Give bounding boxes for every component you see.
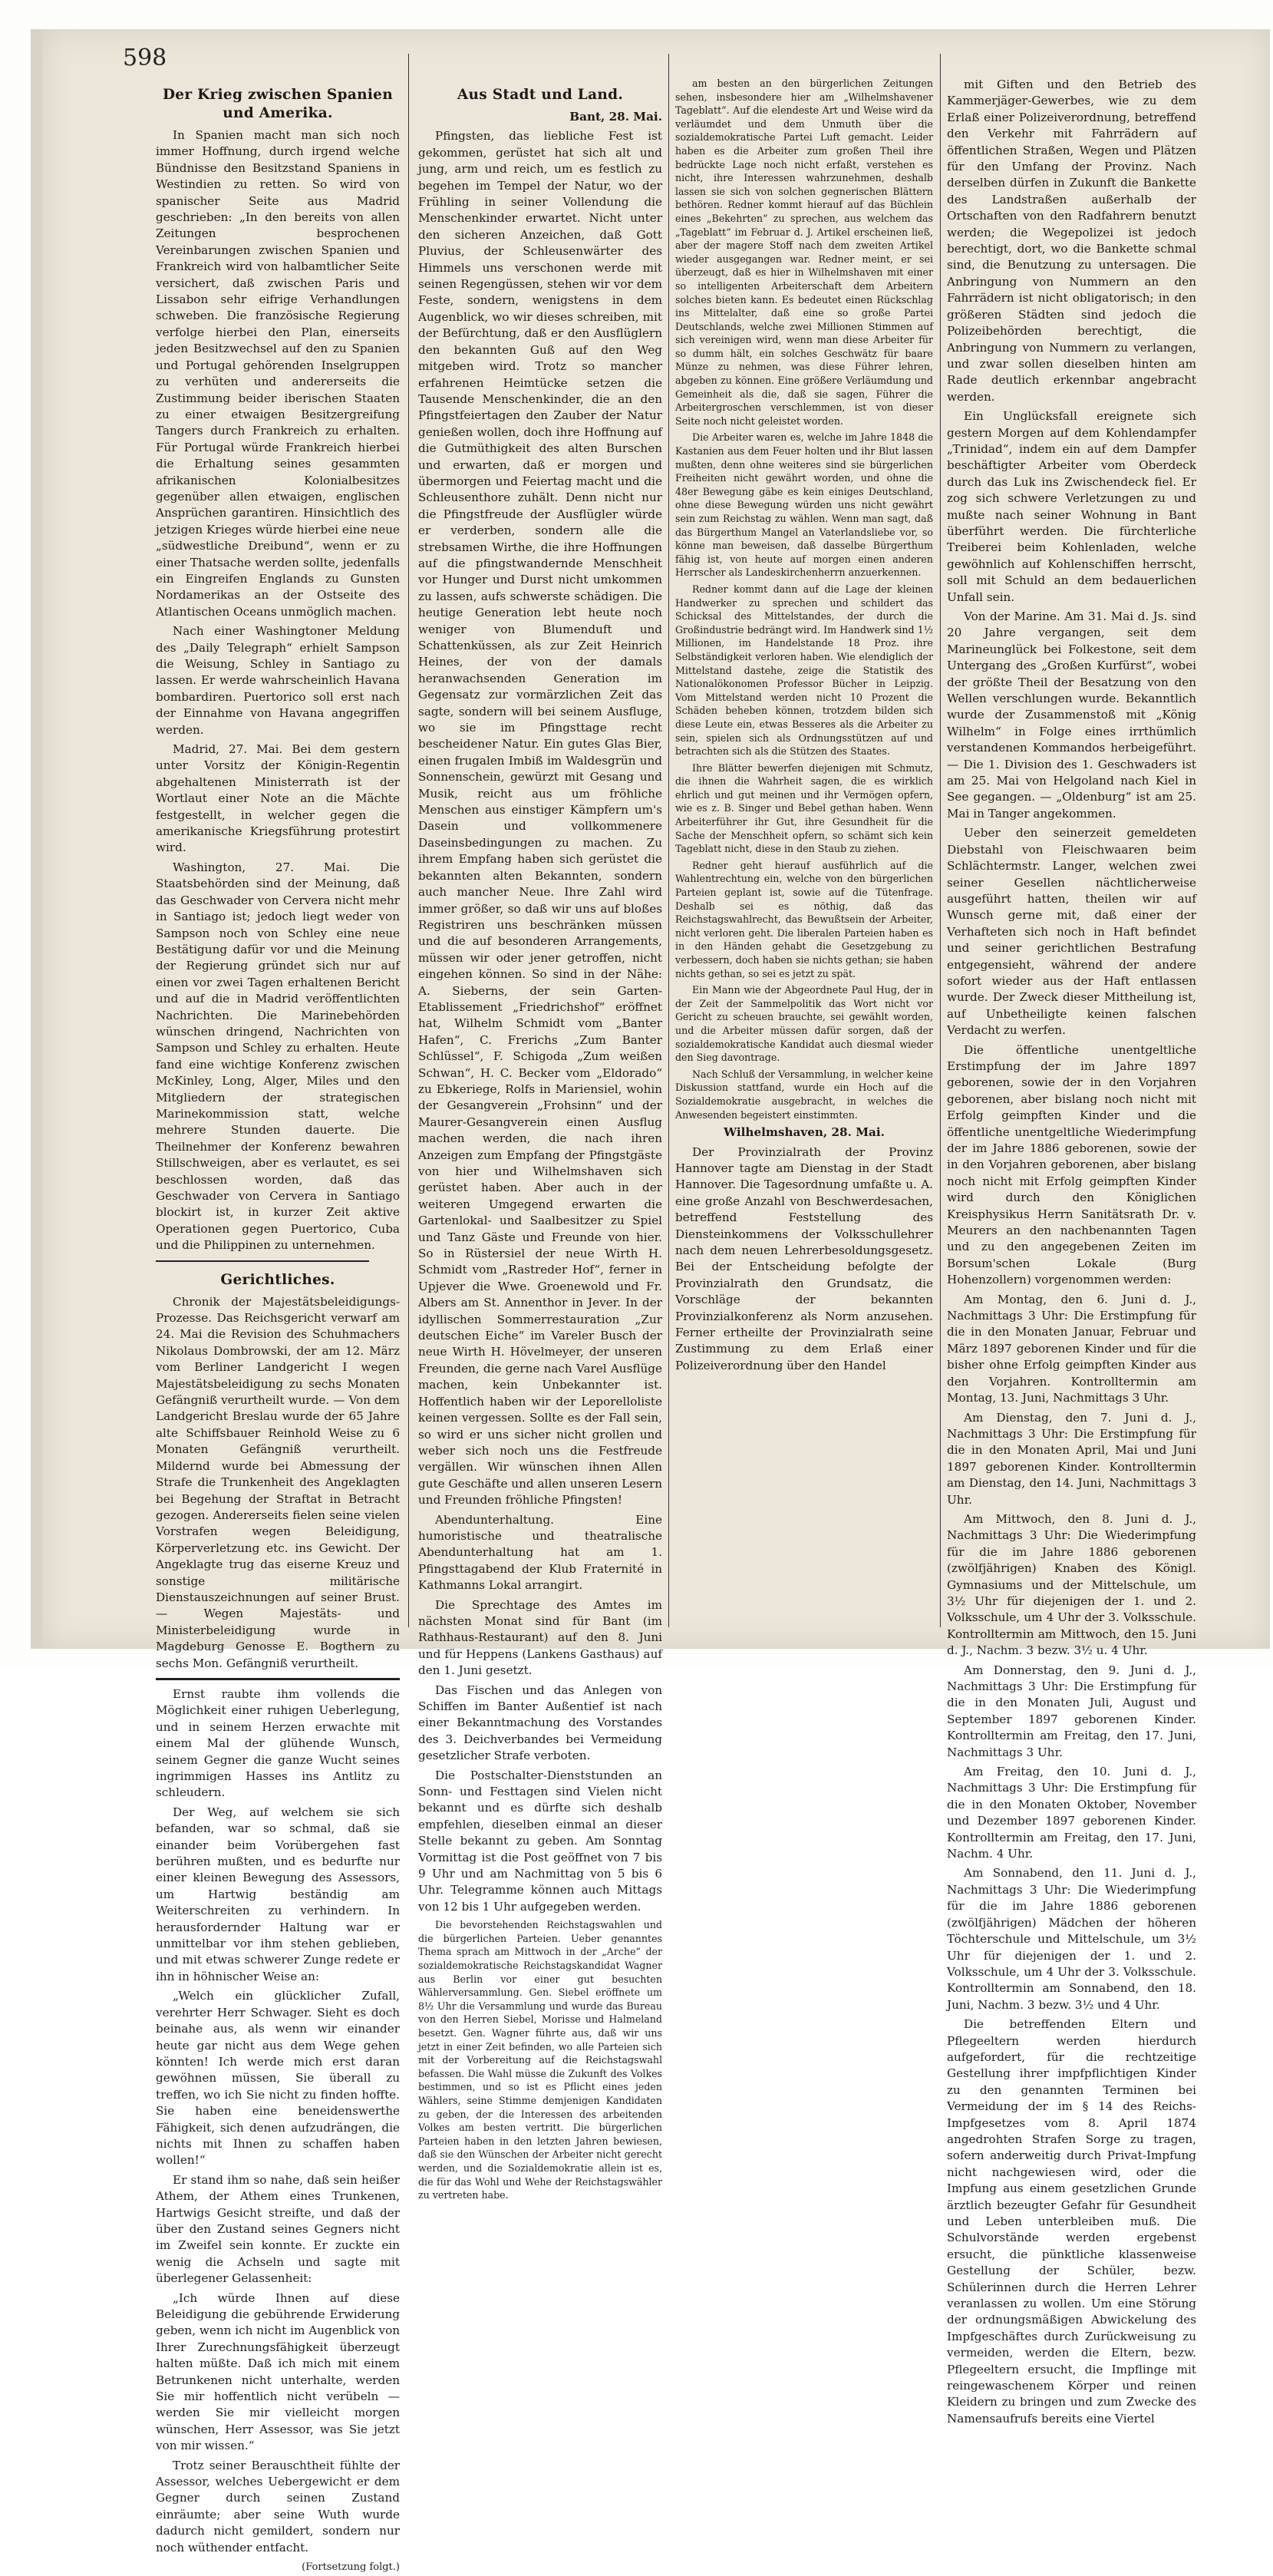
paragraph: Die öffentliche unentgeltliche Erstimpfung der im Jahre 1897 geborenen, sowie der in den Vorjahren geborenen, aber bislang noch nicht mit Erfolg geimpften Kinder und die öffentliche unentgeltliche Wiederimpfung der im Jahre 1886 geborenen, sowie der in den Vorjahren geborenen, aber bislang noch nicht mit Erfolg geimpften Kinder wird durch den Königlichen Kreisphysikus Herrn Sanitätsrath Dr. v. Meurers an den nachbenannten Tagen und zu den angegebenen Zeiten im Borsum'schen Lokale (Burg Hohenzollern) vorgenommen werden:: [947, 1042, 1196, 1287]
article-title-war: Der Krieg zwischen Spanien und Amerika.: [162, 87, 394, 121]
column-rule: [668, 54, 669, 1627]
paragraph: Am Sonnabend, den 11. Juni d. J., Nachmittags 3 Uhr: Die Wiederimpfung für die im Jahre 1886 geborenen (zwölfjährigen) Mädchen der höheren Töchterschule und Mittelschule, um 3½ Uhr für diejenigen der 1. und 2. Volksschule, um 4 Uhr der 3. Volksschule. Kontrolltermin am Sonnabend, den 18. Juni, Nachm. 3 bezw. 3½ und 4 Uhr.: [947, 1866, 1196, 2012]
dateline: Wilhelmshaven, 28. Mai.: [724, 1125, 885, 1140]
paragraph: Von der Marine. Am 31. Mai d. Js. sind 20 Jahre vergangen, seit dem Marineunglück bei Folkestone, seit dem Untergang des „Großen Kurfürst“, wobei der größte Theil der Besatzung von den Wellen verschlungen wurde. Bekanntlich wurde der Zusammenstoß mit „König Wilhelm“ in Folge eines irrthümlich verstandenen Kommandos herbeigeführt. — Die 1. Division des 1. Geschwaders ist am 25. Mai von Helgoland nach Kiel in See gegangen. — „Oldenburg“ ist am 25. Mai in Tanger angekommen.: [947, 609, 1196, 821]
paragraph: Redner geht hierauf ausführlich auf die Wahlentrechtung ein, welche von den bürgerlichen Parteien geplant ist, sowie auf die Tütenfrage. Deshalb sei es nöthig, daß das Reichstagswahlrecht, das Bewußtsein der Arbeiter, nicht verloren geht. Die liberalen Parteien haben es in den Händen gehabt die Gesetzgebung zu verbessern, doch haben sie nichts gethan; sie haben nichts gethan, so sei es jetzt zu spät.: [675, 859, 933, 979]
paragraph: Nach Schluß der Versammlung, in welcher keine Diskussion stattfand, wurde ein Hoch auf die Sozialdemokratie ausgebracht, in welches die Anwesenden begeistert einstimmten.: [675, 1068, 933, 1121]
novel-paragraph: Ernst raubte ihm vollends die Möglichkeit einer ruhigen Ueberlegung, und in seinem Herzen erwachte mit einem Mal der glühende Wunsch, seinem Gegner die ganze Wucht seines ingrimmigen Hasses ins Antlitz zu schleudern.: [156, 1686, 400, 1800]
paragraph: Am Mittwoch, den 8. Juni d. J., Nachmittags 3 Uhr: Die Wiederimpfung für die im Jahre 1886 geborenen (zwölfjährigen) Knaben des Königl. Gymnasiums und der Mittelschule, um 3½ Uhr für diejenigen der 1. und 2. Volksschule, um 4 Uhr der 3. Volksschule. Kontrolltermin am Mittwoch, den 15. Juni d. J., Nachm. 3 bezw. 3½ u. 4 Uhr.: [947, 1511, 1196, 1658]
paragraph: Pfingsten, das liebliche Fest ist gekommen, gerüstet hat sich alt und jung, arm und reich, um es festlich zu begehen im Tempel der Natur, wo der Frühling in seiner Vollendung die Menschenkinder erwartet. Nicht unter den sicheren Anzeichen, daß Gott Pluvius, der Schleusenwärter des Himmels uns verschonen werde mit seinen Regengüssen, stehen wir vor dem Feste, sondern, wenigstens in dem Augenblick, wo wir dieses schreiben, mit der Befürchtung, daß er den Ausflüglern den bekannten Guß auf den Weg mitgeben wird. Trotz so mancher erfahrenen Heimtücke setzen die Tausende Menschenkinder, die an den Pfingstfeiertagen den Zauber der Natur genießen wollen, doch ihre Hoffnung auf die Gutmüthigkeit des alten Burschen und erwarten, daß er morgen und übermorgen und Feiertag macht und die Schleusenthore zuhält. Denn nicht nur die Pfingstfreude der Ausflügler würde er verderben, sondern alle die strebsamen Wirthe, die ihre Hoffnungen auf die pfingstwandernde Menschheit vor Hunger und Durst nicht umkommen zu lassen, aufs schwerste schädigen. Die heutige Generation lebt heute noch weniger von Blumenduft und Schattenküssen, als zur Zeit Heinrich Heines, der von der damals heranwachsenden Generation im Gegensatz zur vormärzlichen Zeit das sagte, sondern will bei seinem Ausfluge, wo sie im Pfingsttage recht bescheidener Natur. Ein gutes Glas Bier, einen frugalen Imbiß im Waldesgrün und Sonnenschein, gewürzt mit Gesang und Musik, reicht aus um fröhliche Menschen aus einstiger Kämpfern um's Dasein und vollkommenere Daseinsbedingungen zu machen. Zu ihrem Empfang haben sich gerüstet die bekannten alten Bekannten, sondern auch mancher Neue. Ihre Zahl wird immer größer, so daß wir uns auf bloßes Registriren uns beschränken müssen und die auf besonderen Arrangements, müssen wir oder jener getroffen, nicht eingehen können. So sind in der Nähe: A. Sieberns, der sein Garten-Etablissement „Friedrichshof“ eröffnet hat, Wilhelm Schmidt vom „Banter Hafen“, C. Frerichs „Zum Banter Schlüssel“, F. Schigoda „Zum weißen Schwan“, H. C. Becker vom „Eldorado“ zu Ebkeriege, Rolfs in Mariensiel, wohin der Gesangverein „Frohsinn“ und der Maurer-Gesangverein einen Ausflug machen werden, die nach ihren Anzeigen zum Empfang der Pfingstgäste von hier und Wilhelmshaven sich gerüstet haben. Aber auch in der weiteren Umgegend erwarten die Gartenlokal- und Saalbesitzer zu Spiel und Tanz Gäste und Freunde von hier. So in Rüstersiel der neue Wirth H. Schmidt vom „Rastreder Hof“, ferner in Upjever die Wwe. Groenewold und Fr. Albers am St. Annenthor in Jever. In der idyllischen Sommerrestauration „Zur deutschen Eiche“ im Vareler Busch der neue Wirth H. Hövelmeyer, der unseren Freunden, die gerne nach Varel Ausflüge machen, kein Unbekannter ist. Hoffentlich haben wir der Leporelloliste keinen vergessen. Sollte es der Fall sein, so wird er uns sicher nicht grollen und weber sich noch uns die Festfreude vergällen. Wir wünschen ihnen Allen gute Geschäfte und allen unseren Lesern und Freunden fröhliche Pfingsten!: [418, 129, 662, 1508]
novel-paragraph: „Ich würde Ihnen auf diese Beleidigung die gebührende Erwiderung geben, wenn ich nicht im Augenblick von Ihrer Zurechnungsfähigkeit überzeugt halten müßte. Daß ich mich mit einem Betrunkenen nicht unterhalte, werden Sie mir hoffentlich nicht verübeln — werden Sie mir vielleicht morgen wünschen, Herr Assessor, was Sie jetzt von mir wissen.“: [156, 2290, 400, 2453]
paragraph: Redner kommt dann auf die Lage der kleinen Handwerker zu sprechen und schildert das Schicksal des Mittelstandes, der durch die Großindustrie bedrängt wird. Im Handwerk sind 1½ Millionen, im Handelstande 18 Proz. ihre Selbständigkeit verloren haben. Wie elendiglich der Mittelstand dastehe, zeige die Statistik des Nationalökonomen Professor Bücher in Leipzig. Vom Mittelstand werden nicht 10 Prozent die Schäden beheben können, trotzdem bilden sich diese Leute ein, etwas Besseres als die Arbeiter zu sein, spielen sich als Ordnungsstützen auf und betrachten sich als die Stützen des Staates.: [675, 583, 933, 758]
column-3: [675, 77, 933, 1643]
paragraph: Die Postschalter-Dienststunden an Sonn- und Festtagen sind Vielen nicht bekannt und es dürfte sich deshalb empfehlen, dieselben einmal an dieser Stelle bekannt zu geben. Am Sonntag Vormittag ist die Post geöffnet von 7 bis 9 Uhr und am Nachmittag von 5 bis 6 Uhr. Telegramme können auch Mittags von 12 bis 1 Uhr aufgegeben werden.: [418, 1768, 662, 1914]
paragraph: Ein Unglücksfall ereignete sich gestern Morgen auf dem Kohlendampfer „Trinidad“, indem ein auf dem Dampfer beschäftigter Arbeiter vom Oberdeck durch das Luk ins Zwischendeck fiel. Er zog sich schwere Verletzungen zu und mußte nach seiner Wohnung in Bant überführt werden. Die fürchterliche Treiberei beim Kohlenladen, welche gewöhnlich auf Kohlenschiffen herrscht, soll mit Schuld an dem bedauerlichen Unfall sein.: [947, 409, 1196, 604]
paragraph: mit Giften und den Betrieb des Kammerjäger-Gewerbes, wie zu dem Erlaß einer Polizeiverordnung, betreffend den Verkehr mit Fahrrädern auf öffentlichen Straßen, Wegen und Plätzen für den Umfang der Provinz. Nach derselben dürfen in Zukunft die Bankette des Landstraßen außerhalb der Ortschaften von den Radfahrern benutzt werden; die Wegepolizei ist jedoch berechtigt, dort, wo die Bankette schmal sind, die Benutzung zu untersagen. Die Anbringung von Nummern an den Fahrrädern ist nicht obligatorisch; in den größeren Städten sind jedoch die Polizeibehörden berechtigt, die Anbringung von Nummern zu verlangen, und zwar sollen dieselben hinten am Rade deutlich erkennbar angebracht werden.: [947, 78, 1196, 404]
novel-paragraph: „Welch ein glücklicher Zufall, verehrter Herr Schwager. Sieht es doch beinahe aus, als wenn wir einander heute gar nicht aus dem Wege gehen könnten! Ich werde mich erst daran gewöhnen müssen, Sie überall zu treffen, wo ich Sie nicht zu finden hoffte. Sie haben eine beneidenswerthe Fähigkeit, sich denen aufzudrängen, die nichts mit Ihnen zu schaffen haben wollen!“: [156, 1989, 400, 2168]
paragraph: Ueber den seinerzeit gemeldeten Diebstahl von Fleischwaaren beim Schlächtermstr. Langer, welchen zwei seiner Gesellen nächtlicherweise ausgeführt hatten, theilen wir auf Wunsch gerne mit, daß einer der Verhafteten sich noch in Haft befindet und seiner gerichtlichen Bestrafung entgegensieht, während der andere sofort wieder aus der Haft entlassen wurde. Der Zweck dieser Mittheilung ist, auf Unbetheiligte keinen falschen Verdacht zu werfen.: [947, 826, 1196, 1038]
dateline: Bant, 28. Mai.: [569, 110, 662, 124]
paragraph: Abendunterhaltung. Eine humoristische und theatralische Abendunterhaltung hat am 1. Pfingsttagabend der Klub Fraternité in Kathmanns Lokal arrangirt.: [418, 1512, 662, 1593]
paragraph: Das Fischen und das Anlegen von Schiffen im Banter Außentief ist nach einer Bekanntmachung des Vorstandes des 3. Deichverbandes bei Vermeidung gesetzlicher Strafe verboten.: [418, 1683, 662, 1763]
section-title-local: Aus Stadt und Land.: [457, 87, 624, 103]
column-2: [418, 77, 662, 2201]
page-number: 598: [123, 45, 167, 71]
paragraph: Am Donnerstag, den 9. Juni d. J., Nachmittags 3 Uhr: Die Erstimpfung für die in den Monaten Juli, August und September 1897 geborenen Kinder. Kontrolltermin am Freitag, den 17. Juni, Nachmittags 3 Uhr.: [947, 1663, 1196, 1759]
column-rule: [408, 54, 409, 1627]
divider: [156, 1260, 369, 1262]
novel-paragraph: Trotz seiner Berauschtheit fühlte der Assessor, welches Uebergewicht er dem Gegner durch seinen Zustand einräumte; aber seine Wuth wurde dadurch nicht gemildert, sondern nur noch wüthender entfacht.: [156, 2458, 400, 2555]
novel-paragraph: Der Weg, auf welchem sie sich befanden, war so schmal, daß sie einander beim Vorübergehen fast berühren mußten, und es bedurfte nur einer kleinen Bewegung des Assessors, um Hartwig beständig am Weiterschreiten zu verhindern. In herausfordernder Haltung war er unmittelbar vor ihm stehen geblieben, und mit etwas schwerer Zunge redete er ihn in höhnischer Weise an:: [156, 1805, 400, 1983]
paragraph: Die betreffenden Eltern und Pflegeeltern werden hierdurch aufgefordert, für die rechtzeitige Gestellung ihrer impfpflichtigen Kinder zu den genannten Terminen bei Vermeidung der im § 14 des Reichs-Impfgesetzes vom 8. April 1874 angedrohten Strafen Sorge zu tragen, sofern anderweitig durch Privat-Impfung nicht nachgewiesen wird, oder die Impfung aus einem gesetzlichen Grunde ärztlich bezeugter Gefahr für Gesundheit und Leben unterbleiben muß. Die Schulvorstände werden ergebenst ersucht, die pünktliche klassenweise Gestellung der Schüler, bezw. Schülerinnen durch die Herren Lehrer veranlassen zu wollen. Um eine Störung der ordnungsmäßigen Abwickelung des Impfgeschäftes durch Zurückweisung zu vermeiden, werden die Eltern, bezw. Pflegeeltern ersucht, die Impflinge mit reingewaschenem Körper und reinen Kleidern zu bringen und zum Zwecke des Namensaufrufs bereits eine Viertel: [947, 2017, 1196, 2426]
paragraph: Madrid, 27. Mai. Bei dem gestern unter Vorsitz der Königin-Regentin abgehaltenen Ministerrath ist der Wortlaut einer Note an die Mächte festgestellt, in welcher gegen die amerikanische Kriegsführung protestirt wird.: [156, 742, 400, 855]
paragraph: Die Arbeiter waren es, welche im Jahre 1848 die Kastanien aus dem Feuer holten und ihr Blut lassen mußten, denn ohne weiteres sind sie bürgerlichen Freiheiten nicht gewährt worden, und ohne die 48er Bewegung gäbe es kein einiges Deutschland, ohne diese Bewegung würden uns nicht gewährt sein zum Reichstag zu wählen. Wenn man sagt, daß das Bürgerthum Mangel an Vaterlandsliebe vor, so könne man beweisen, daß dasselbe Bürgerthum fähig ist, von heute auf morgen einen anderen Herrscher als Landeskirchenherrn anzuerkennen.: [675, 431, 933, 579]
paragraph: In Spanien macht man sich noch immer Hoffnung, durch irgend welche Bündnisse den Besitzstand Spaniens in Westindien zu retten. So wird von spanischer Seite aus Madrid geschrieben: „In den bereits von allen Zeitungen besprochenen Vereinbarungen zwischen Spanien und Frankreich wird von halbamtlicher Seite versichert, daß zwischen Paris und Lissabon sehr eifrige Verhandlungen schweben. Die französische Regierung verfolge hierbei den Plan, einerseits jeden Besitzwechsel auf den zu Spanien und Portugal gehörenden Inselgruppen zu verhüten und andererseits die Zustimmung beider iberischen Staaten zu einer etwaigen Besitzergreifung Tangers durch Frankreich zu erhalten. Für Portugal würde Frankreich hierbei die Erhaltung seines gesammten afrikanischen Kolonialbesitzes gegenüber allen etwaigen, englischen Ansprüchen garantiren. Hinsichtlich des jetzigen Krieges würde hierbei eine neue „südwestliche Dreibund“, wenn er zu einer Thatsache werden sollte, jedenfalls ein Eingreifen Englands zu Gunsten Nordamerikas an der Ostseite des Atlantischen Oceans unmöglich machen.: [156, 128, 400, 619]
continuation-note: (Fortsetzung folgt.): [302, 2561, 400, 2574]
paragraph: Nach einer Washingtoner Meldung des „Daily Telegraph“ erhielt Sampson die Weisung, Schley in Santiago zu lassen. Er werde wahrscheinlich Havana bombardiren. Puertorico soll erst nach der Einnahme von Havana angegriffen werden.: [156, 624, 400, 737]
paragraph: Am Montag, den 6. Juni d. J., Nachmittags 3 Uhr: Die Erstimpfung für die in den Monaten Januar, Februar und März 1897 geborenen Kinder und für die bisher ohne Erfolg geimpften Kinder aus den Vorjahren. Kontrolltermin am Montag, 13. Juni, Nachmittags 3 Uhr.: [947, 1292, 1196, 1405]
column-rule: [940, 54, 941, 1627]
paragraph: Am Dienstag, den 7. Juni d. J., Nachmittags 3 Uhr: Die Erstimpfung für die in den Monaten April, Mai und Juni 1897 geborenen Kinder. Kontrolltermin am Dienstag, den 14. Juni, Nachmittags 3 Uhr.: [947, 1410, 1196, 1507]
paragraph: Am Freitag, den 10. Juni d. J., Nachmittags 3 Uhr: Die Erstimpfung für die in den Monaten Oktober, November und Dezember 1897 geborenen Kinder. Kontrolltermin am Freitag, den 17. Juni, Nachm. 4 Uhr.: [947, 1765, 1196, 1861]
feuilleton-divider: [156, 1678, 400, 1680]
paragraph: Die Sprechtage des Amtes im nächsten Monat sind für Bant (im Rathhaus-Restaurant) auf den 8. Juni und für Heppens (Lankens Gasthaus) auf den 1. Juni gesetzt.: [418, 1597, 662, 1678]
paragraph: Washington, 27. Mai. Die Staatsbehörden sind der Meinung, daß das Geschwader von Cervera nicht mehr in Santiago ist; jedoch liegt weder von Sampson noch von Schley eine neue Bestätigung dafür vor und die Meinung der Regierung gründet sich nur auf einen vor zwei Tagen erhaltenen Bericht und auf die in Madrid veröffentlichten Nachrichten. Die Marinebehörden wünschen dringend, Nachrichten von Sampson und Schley zu erhalten. Heute fand eine wichtige Konferenz zwischen McKinley, Long, Alger, Miles und den Mitgliedern der strategischen Marinekommission statt, welche mehrere Stunden dauerte. Die Theilnehmer der Konferenz bewahren Stillschweigen, aber es verlautet, es sei beschlossen worden, daß das Geschwader von Cervera in Santiago blockirt ist, in kurzer Zeit aktive Operationen gegen Puertorico, Cuba und die Philippinen zu unternehmen.: [156, 860, 400, 1253]
column-1: [156, 77, 400, 2574]
paragraph: Der Provinzialrath der Provinz Hannover tagte am Dienstag in der Stadt Hannover. Die Tagesordnung umfaßte u. A. eine große Anzahl von Beschwerdesachen, betreffend Feststellung des Diensteinkommens der Volksschullehrer nach dem neuen Lehrerbesoldungsgesetz. Bei der Entscheidung befolgte der Provinzialrath den Grundsatz, die Vorschläge der bekannten Provinzialkonferenz als Norm anzusehen. Ferner ertheilte der Provinzialrath seine Zustimmung zu dem Erlaß einer Polizeiverordnung über den Handel: [675, 1144, 933, 1372]
paragraph: am besten an den bürgerlichen Zeitungen sehen, insbesondere hier am „Wilhelmshavener Tageblatt“. Auf die elendeste Art und Weise wird da verläumdet und dem Unmuth über die sozialdemokratische Partei Luft gemacht. Leider haben es die Arbeiter zum großen Theil ihre bedrückte Lage noch nicht erfaßt, verstehen es nicht, ihre Interessen wahrzunehmen, deshalb lassen sie sich von solchen gegnerischen Blättern bethören. Redner kommt hierauf auf das Büchlein eines „Bekehrten“ zu sprechen, aus welchem das „Tageblatt“ im Februar d. J. Artikel erscheinen ließ, aber der magere Stoff nach dem zweiten Artikel wieder ausgegangen war. Redner meint, er sei überzeugt, daß es hier in Wilhelmshaven mit einer so intelligenten Arbeiterschaft dem Arbeitern solches bieten kann. Es bedeutet einen Rückschlag ins Mittelalter, daß eine so große Partei Deutschlands, welche zwei Millionen Stimmen auf sich vereinigen wird, wenn man diese Arbeiter für so dumm hält, ein solches Geschwätz für baare Münze zu nehmen, was diese Führer lehren, abgeben zu können. Eine größere Verläumdung und Gemeinheit als die, daß sie sagen, Führer die Arbeitergroschen verschlemmen, ist von dieser Seite noch nicht geleistet worden.: [675, 78, 933, 427]
paragraph: Die bevorstehenden Reichstagswahlen und die bürgerlichen Parteien. Ueber genanntes Thema sprach am Mittwoch in der „Arche“ der sozialdemokratische Reichstagskandidat Wagner aus Berlin vor einer gut besuchten Wählerversammlung. Gen. Siebel eröffnete um 8½ Uhr die Versammlung und wurde das Bureau von den Herren Siebel, Morisse und Halmeland besetzt. Gen. Wagner führte aus, daß wir uns jetzt in einer Zeit befinden, wo alle Parteien sich mit der Vorbereitung auf die Reichstagswahl befassen. Die Wahl müsse die Zukunft des Volkes bestimmen, und so ist es Pflicht eines jeden Wählers, seine Stimme demjenigen Kandidaten zu geben, der die Interessen des arbeitenden Volkes am besten vertritt. Die bürgerlichen Parteien haben in den letzten Jahren bewiesen, daß sie den Wünschen der Arbeiter nicht gerecht werden, und die Sozialdemokratie allein ist es, die für das Wohl und Wehe der Reichstagswähler zu vertreten habe.: [418, 1919, 662, 2201]
novel-paragraph: Er stand ihm so nahe, daß sein heißer Athem, der Athem eines Trunkenen, Hartwigs Gesicht streifte, und daß der über den Zustand seines Gegners nicht im Zweifel sein konnte. Er zuckte ein wenig die Achseln und sagte mit überlegener Gelassenheit:: [156, 2172, 400, 2286]
section-title-court: Gerichtliches.: [220, 1271, 335, 1288]
paragraph: Chronik der Majestätsbeleidigungs-Prozesse. Das Reichsgericht verwarf am 24. Mai die Revision des Schuhmachers Nikolaus Dombrowski, der am 12. März vom Berliner Landgericht I wegen Majestätsbeleidigung zu sechs Monaten Gefängniß verurtheilt wurde. — Von dem Landgericht Breslau wurde der 65 Jahre alte Schiffsbauer Reinhold Weise zu 6 Monaten Gefängniß verurtheilt. Mildernd wurde bei Abmessung der Strafe die Trunkenheit des Angeklagten bei Begehung der Straftat in Betracht gezogen. Andererseits fielen seine vielen Vorstrafen wegen Beleidigung, Körperverletzung etc. ins Gewicht. Der Angeklagte trug das eiserne Kreuz und sonstige militärische Dienstauszeichnungen auf seiner Brust. — Wegen Majestäts- und Ministerbeleidigung wurde in Magdeburg Genosse E. Bogthern zu sechs Mon. Gefängniß verurtheilt.: [156, 1294, 400, 1670]
paragraph: Ihre Blätter bewerfen diejenigen mit Schmutz, die ihnen die Wahrheit sagen, die es wirklich ehrlich und gut meinen und ihr Vermögen opfern, wie es z. B. Singer und Bebel gethan haben. Wenn Arbeiterführer ihr Gut, ihre Gesundheit für die Sache der Menschheit opfern, so schämt sich kein Tageblatt nicht, diese in den Staub zu ziehen.: [675, 761, 933, 855]
column-4: [947, 77, 1196, 2426]
paragraph: Ein Mann wie der Abgeordnete Paul Hug, der in der Zeit der Sammelpolitik das Wort nicht vor Gericht zu scheuen brauchte, sei gewählt worden, und die Arbeiter müssen dafür sorgen, daß der sozialdemokratische Kandidat auch diesmal wieder den Sieg davontrage.: [675, 984, 933, 1064]
